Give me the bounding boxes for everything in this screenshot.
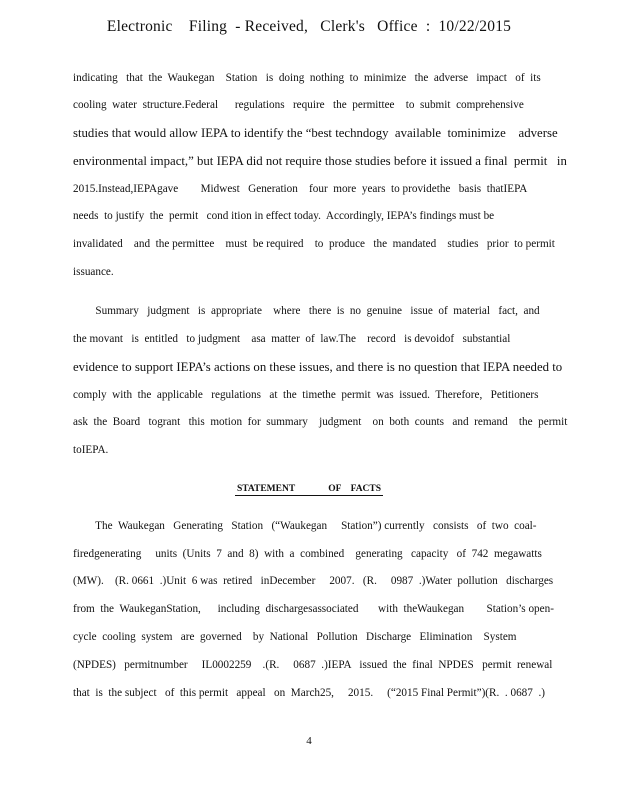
body-line: the movant is entitled to judgment asa matter of law.The record is devoidof substantial (73, 333, 511, 345)
body-line: studies that would allow IEPA to identify the “best techndogy available tominimize adverse (73, 126, 558, 140)
body-line: (MW). (R. 0661 .)Unit 6 was retired inDecember 2007. (R. 0987 .)Water pollution discharges (73, 575, 554, 587)
body-line: evidence to support IEPA’s actions on these issues, and there is no question that IEPA needed to (73, 360, 563, 374)
body-line: needs to justify the permit cond ition in effect today. Accordingly, IEPA’s findings must be (73, 210, 495, 222)
body-line: toIEPA. (73, 444, 109, 456)
body-line: The Waukegan Generating Station (“Waukegan Station”) currently consists of two coal- (73, 520, 537, 532)
body-line: ask the Board togrant this motion for summary judgment on both counts and remand the permit (73, 416, 568, 428)
section-heading-text: STATEMENT OF FACTS (236, 484, 382, 494)
body-line: indicating that the Waukegan Station is doing nothing to minimize the adverse impact of its (73, 72, 541, 84)
body-line: from the WaukeganStation, including dischargesassociated with theWaukegan Station’s open- (73, 603, 554, 615)
body-line: that is the subject of this permit appeal on March25, 2015. (“2015 Final Permit”)(R. . 0687 .) (73, 687, 545, 699)
body-line: Summary judgment is appropriate where there is no genuine issue of material fact, and (73, 305, 540, 317)
body-line: firedgenerating units (Units 7 and 8) with a combined generating capacity of 742 megawatts (73, 548, 542, 560)
body-line: cycle cooling system are governed by National Pollution Discharge Elimination System (73, 631, 517, 643)
body-line: comply with the applicable regulations at the timethe permit was issued. Therefore, Petitioners (73, 389, 539, 401)
body-line: 2015.Instead,IEPAgave Midwest Generation four more years to providethe basis thatIEPA (73, 183, 528, 195)
body-line: environmental impact,” but IEPA did not require those studies before it issued a final permit in (73, 154, 567, 168)
body-line: (NPDES) permitnumber IL0002259 .(R. 0687 .)IEPA issued the final NPDES permit renewal (73, 659, 553, 671)
section-heading (0, 484, 618, 494)
body-line: cooling water structure.Federal regulations require the permittee to submit comprehensive (73, 99, 524, 111)
body-line: invalidated and the permittee must be required to produce the mandated studies prior to permit (73, 238, 555, 250)
page-number: 4 (306, 735, 312, 747)
body-line: issuance. (73, 266, 114, 278)
filing-header: Electronic Filing - Received, Clerk's Office : 10/22/2015 (106, 18, 512, 35)
